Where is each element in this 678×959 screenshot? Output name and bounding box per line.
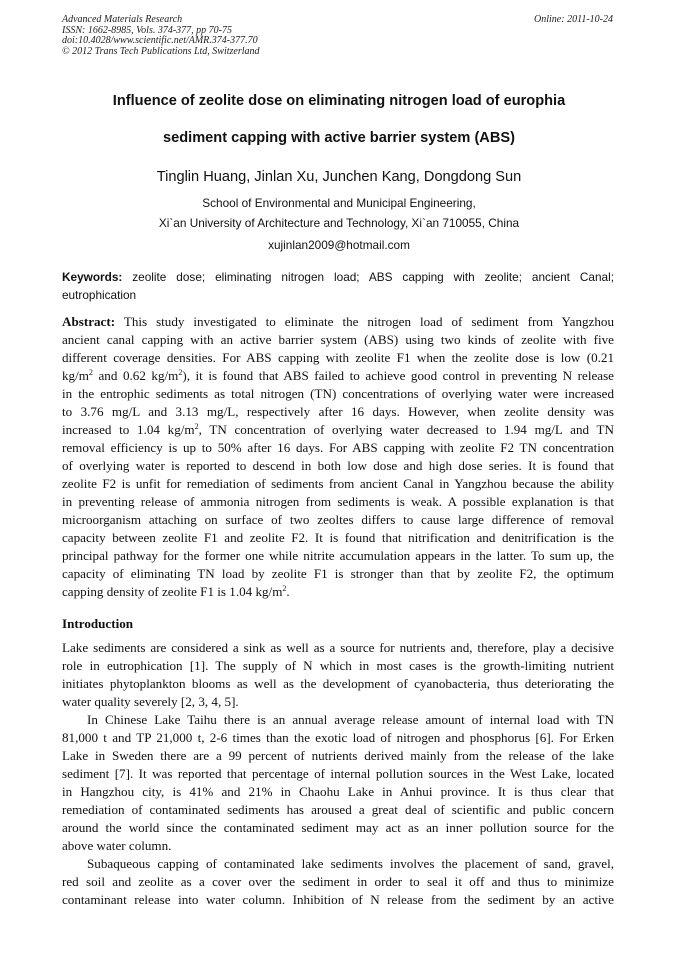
introduction-body: [62, 639, 614, 909]
body-line: sediment [7]. It was reported that percentage of internal pollution sources in the West Lake, located: [62, 766, 614, 781]
body-line: red soil and zeolite as a cover over the sediment in order to seal it off and thus to minimize: [62, 874, 614, 889]
body-line: 81,000 t and TP 21,000 t, 2-6 times than the exotic load of nitrogen and phosphorus [6]. For Erken: [62, 730, 614, 745]
superscript: 2: [178, 368, 183, 377]
abstract-line: microorganism attaching on surface of two zeoltes differs to cause large difference of removal: [62, 512, 614, 527]
body-line: contaminant release into water column. Inhibition of N release from the sediment by an active: [62, 892, 614, 907]
abstract-line: [62, 367, 614, 385]
journal-doi: doi:10.4028/www.scientific.net/AMR.374-377.70: [62, 35, 258, 46]
body-line: remediation of contaminated sediments has aroused a great deal of scientific and public concern: [62, 802, 614, 817]
body-line: in Hangzhou city, is 41% and 21% in Chaohu Lake in Anhui province. It is thus clear that: [62, 784, 614, 799]
section-heading-introduction: Introduction: [62, 616, 134, 631]
body-line: above water column.: [62, 838, 172, 853]
superscript: 2: [194, 422, 199, 431]
abstract-text: kg/m: [62, 368, 89, 383]
affiliation: [40, 193, 638, 233]
abstract-label: Abstract:: [62, 314, 116, 329]
keywords-label: Keywords:: [62, 270, 123, 284]
keywords-text: zeolite dose; eliminating nitrogen load; ABS capping with zeolite; ancient Canal; eutrophication: [62, 270, 614, 302]
body-line: Subaqueous capping of contaminated lake sediments involves the placement of sand, gravel,: [87, 856, 614, 871]
superscript: 2: [88, 368, 93, 377]
abstract-line: zeolite F2 is unfit for remediation of sediments from ancient Canal in Yangzhou because the ability: [62, 476, 614, 491]
abstract-text: and 0.62 kg/m: [92, 368, 179, 383]
abstract-line: in preventing release of ammonia nitrogen from sediments is weak. A possible explanation is that: [62, 494, 614, 509]
abstract-line: to 3.76 mg/L and 3.13 mg/L, respectively after 16 days. However, when zeolite density was: [62, 404, 614, 419]
body-line: role in eutrophication [1]. The supply of N which in most cases is the growth-limiting nutrient: [62, 658, 614, 673]
abstract-text: increased to 1.04 kg/m: [62, 422, 195, 437]
keywords: [62, 268, 614, 304]
body-line: Lake sediments are considered a sink as well as a source for nutrients and, therefore, play a decisive: [62, 640, 614, 655]
abstract-text: , TN concentration of overlying water decreased to 1.94 mg/L and TN: [198, 422, 614, 437]
paper-title: [40, 90, 638, 149]
paper-title-line: Influence of zeolite dose on eliminating nitrogen load of europhia: [112, 93, 566, 109]
abstract-line: [62, 421, 614, 439]
abstract-line: removal efficiency is up to 50% after 16 days. For ABS capping with zeolite F2 TN concentration: [62, 440, 614, 455]
affiliation-line: School of Environmental and Municipal Engineering,: [202, 196, 476, 210]
abstract-line: in the entrophic sediments as total nitrogen (TN) concentrations of overlying water were increased: [62, 386, 614, 401]
abstract: [62, 313, 614, 601]
abstract-text: ), it is found that ABS failed to achieve good control in preventing N release: [182, 368, 614, 383]
journal-header: [62, 15, 260, 57]
body-line: water quality severely [2, 3, 4, 5].: [62, 694, 239, 709]
journal-issn: ISSN: 1662-8985, Vols. 374-377, pp 70-75: [62, 24, 232, 36]
author-email: xujinlan2009@hotmail.com: [268, 238, 410, 252]
author-list: Tinglin Huang, Jinlan Xu, Junchen Kang, Dongdong Sun: [156, 169, 522, 185]
abstract-line: [62, 313, 614, 331]
abstract-text: capping density of zeolite F1 is 1.04 kg/m: [62, 584, 283, 599]
superscript: 2: [282, 584, 287, 593]
abstract-line: capacity between zeolite F1 and zeolite F2. It is found that nitrification and denitrification is the: [62, 530, 614, 545]
online-date: Online: 2011-10-24: [534, 14, 613, 25]
body-line: In Chinese Lake Taihu there is an annual average release amount of internal load with TN: [87, 712, 614, 727]
abstract-line: different coverage densities. For ABS capping with zeolite F1 when the zeolite dose is low (0.21: [62, 350, 614, 365]
journal-copyright: © 2012 Trans Tech Publications Ltd, Switzerland: [62, 45, 260, 57]
abstract-text: This study investigated to eliminate the nitrogen load of sediment from Yangzhou: [123, 314, 615, 329]
body-line: Lake in Sweden there are a 99 percent of nutrients derived mainly from the release of the lake: [62, 748, 614, 763]
abstract-line: ancient canal capping with an active barrier system (ABS) using two kinds of zeolite with five: [62, 332, 614, 347]
body-line: around the world since the contaminated sediment may act as an inner pollution source for the: [62, 820, 614, 835]
abstract-text: .: [286, 584, 290, 599]
abstract-line: of overlying water is reported to descend in both low dose and high dose series. It is found that: [62, 458, 614, 473]
abstract-line: principal pathway for the former one while nitrite accumulation appears in the latter. To sum up, the: [62, 548, 614, 563]
abstract-line: [62, 583, 614, 601]
body-line: initiates phytoplankton blooms as well as the development of cyanobacteria, thus deteriorating the: [62, 676, 614, 691]
abstract-line: capacity of eliminating TN load by zeolite F1 is stronger than that by zeolite F2, the optimum: [62, 566, 614, 581]
affiliation-line: Xi`an University of Architecture and Technology, Xi`an 710055, China: [158, 216, 520, 230]
journal-name: Advanced Materials Research: [62, 14, 183, 25]
paper-title-line: sediment capping with active barrier system (ABS): [163, 130, 515, 146]
